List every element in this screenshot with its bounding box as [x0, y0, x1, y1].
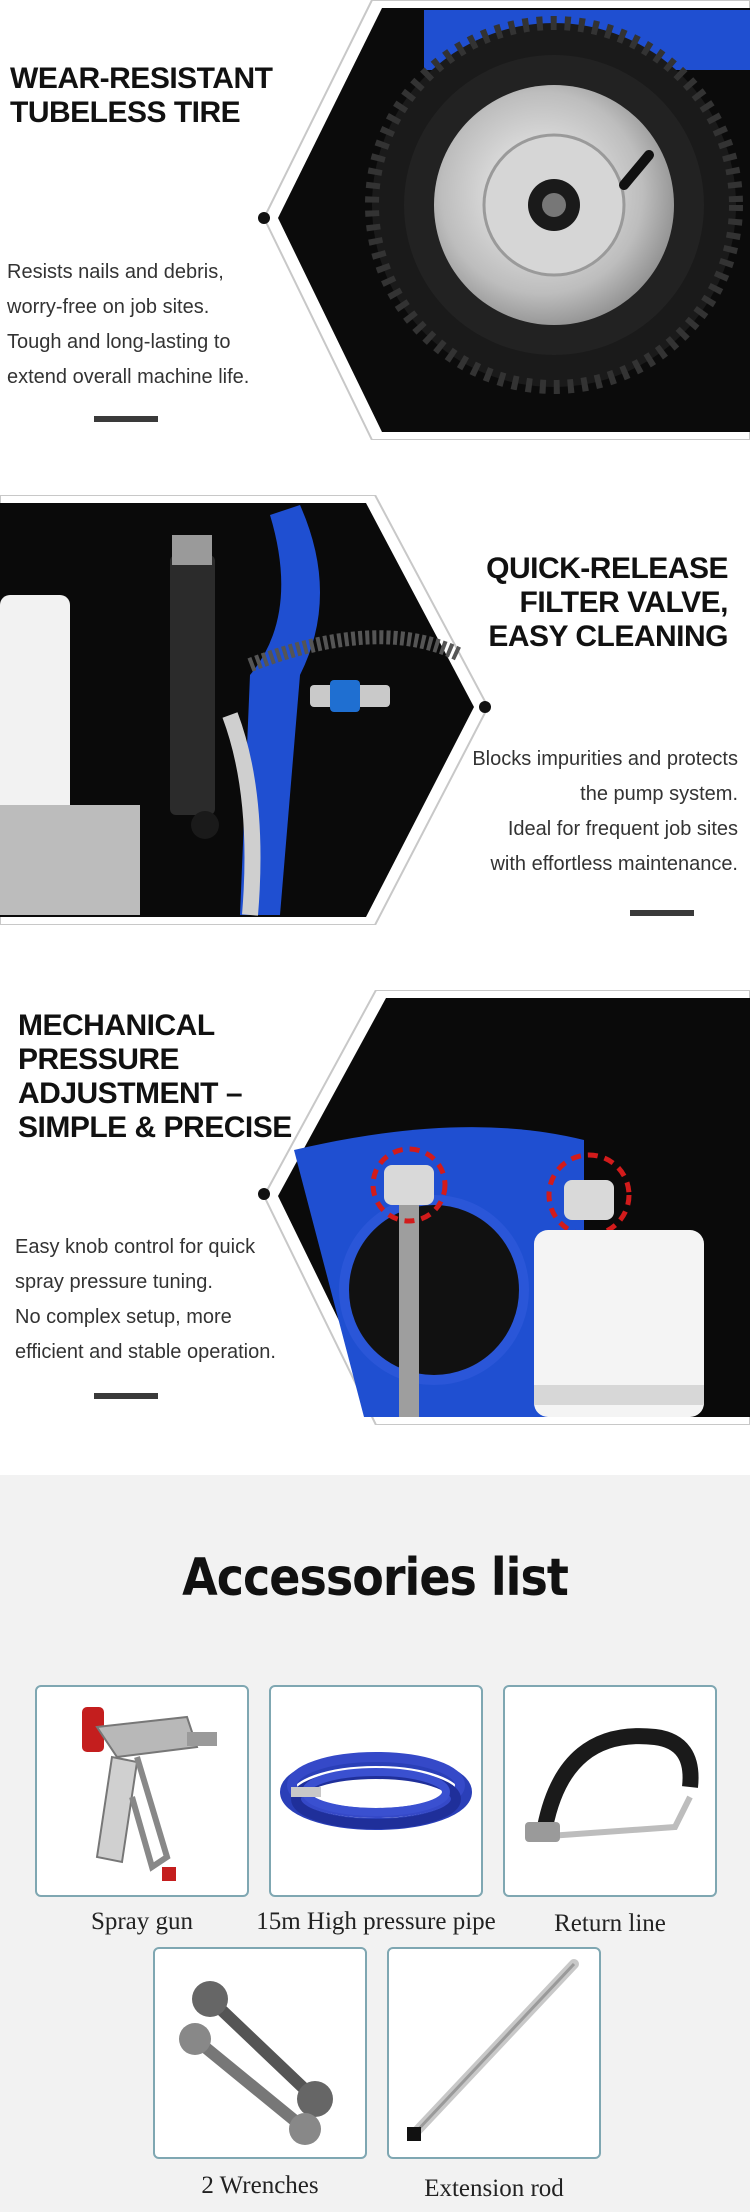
feature-description: Resists nails and debris, worry-free on job sites. Tough and long-lasting to extend overall machine life.	[7, 261, 250, 388]
connector-dot	[479, 701, 491, 713]
filter-valve-photo	[0, 495, 490, 925]
feature-title: QUICK-RELEASE FILTER VALVE, EASY CLEANING	[486, 552, 728, 653]
accessory-card-extension-rod	[387, 1947, 601, 2159]
pressure-knob-photo	[264, 990, 750, 1425]
accessories-title: Accessories list	[182, 1546, 568, 1608]
spray-gun-icon	[37, 1687, 247, 1895]
feature-title: MECHANICAL PRESSURE ADJUSTMENT – SIMPLE & PRECISE	[18, 1009, 292, 1144]
accessory-label: 2 Wrenches	[201, 2172, 319, 2199]
accessory-card-hose	[269, 1685, 483, 1897]
divider-bar	[630, 910, 694, 916]
feature-filter-valve	[0, 460, 750, 980]
accessory-card-wrenches	[153, 1947, 367, 2159]
connector-dot	[258, 1188, 270, 1200]
accessory-label: Spray gun	[90, 1908, 194, 1935]
accessory-label: Return line	[554, 1910, 666, 1937]
feature-description: Easy knob control for quick spray pressure tuning. No complex setup, more efficient and stable operation.	[15, 1236, 276, 1363]
divider-bar	[94, 1393, 158, 1399]
extension-rod-icon	[389, 1949, 599, 2157]
accessories-section	[0, 1475, 750, 2212]
accessory-card-spray-gun	[35, 1685, 249, 1897]
connector-dot	[258, 212, 270, 224]
accessory-label: Extension rod	[424, 2175, 564, 2202]
accessory-label: 15m High pressure pipe	[256, 1908, 496, 1935]
tire-photo	[264, 0, 750, 440]
feature-description: Blocks impurities and protects the pump system. Ideal for frequent job sites with effortless maintenance.	[472, 748, 738, 875]
return-line-icon	[505, 1687, 715, 1895]
feature-tire	[0, 0, 750, 460]
divider-bar	[94, 416, 158, 422]
hose-icon	[271, 1687, 481, 1895]
feature-pressure-adjustment	[0, 980, 750, 1475]
wrench-icon	[155, 1949, 365, 2157]
feature-title: WEAR-RESISTANT TUBELESS TIRE	[10, 62, 273, 129]
accessory-card-return-line	[503, 1685, 717, 1897]
